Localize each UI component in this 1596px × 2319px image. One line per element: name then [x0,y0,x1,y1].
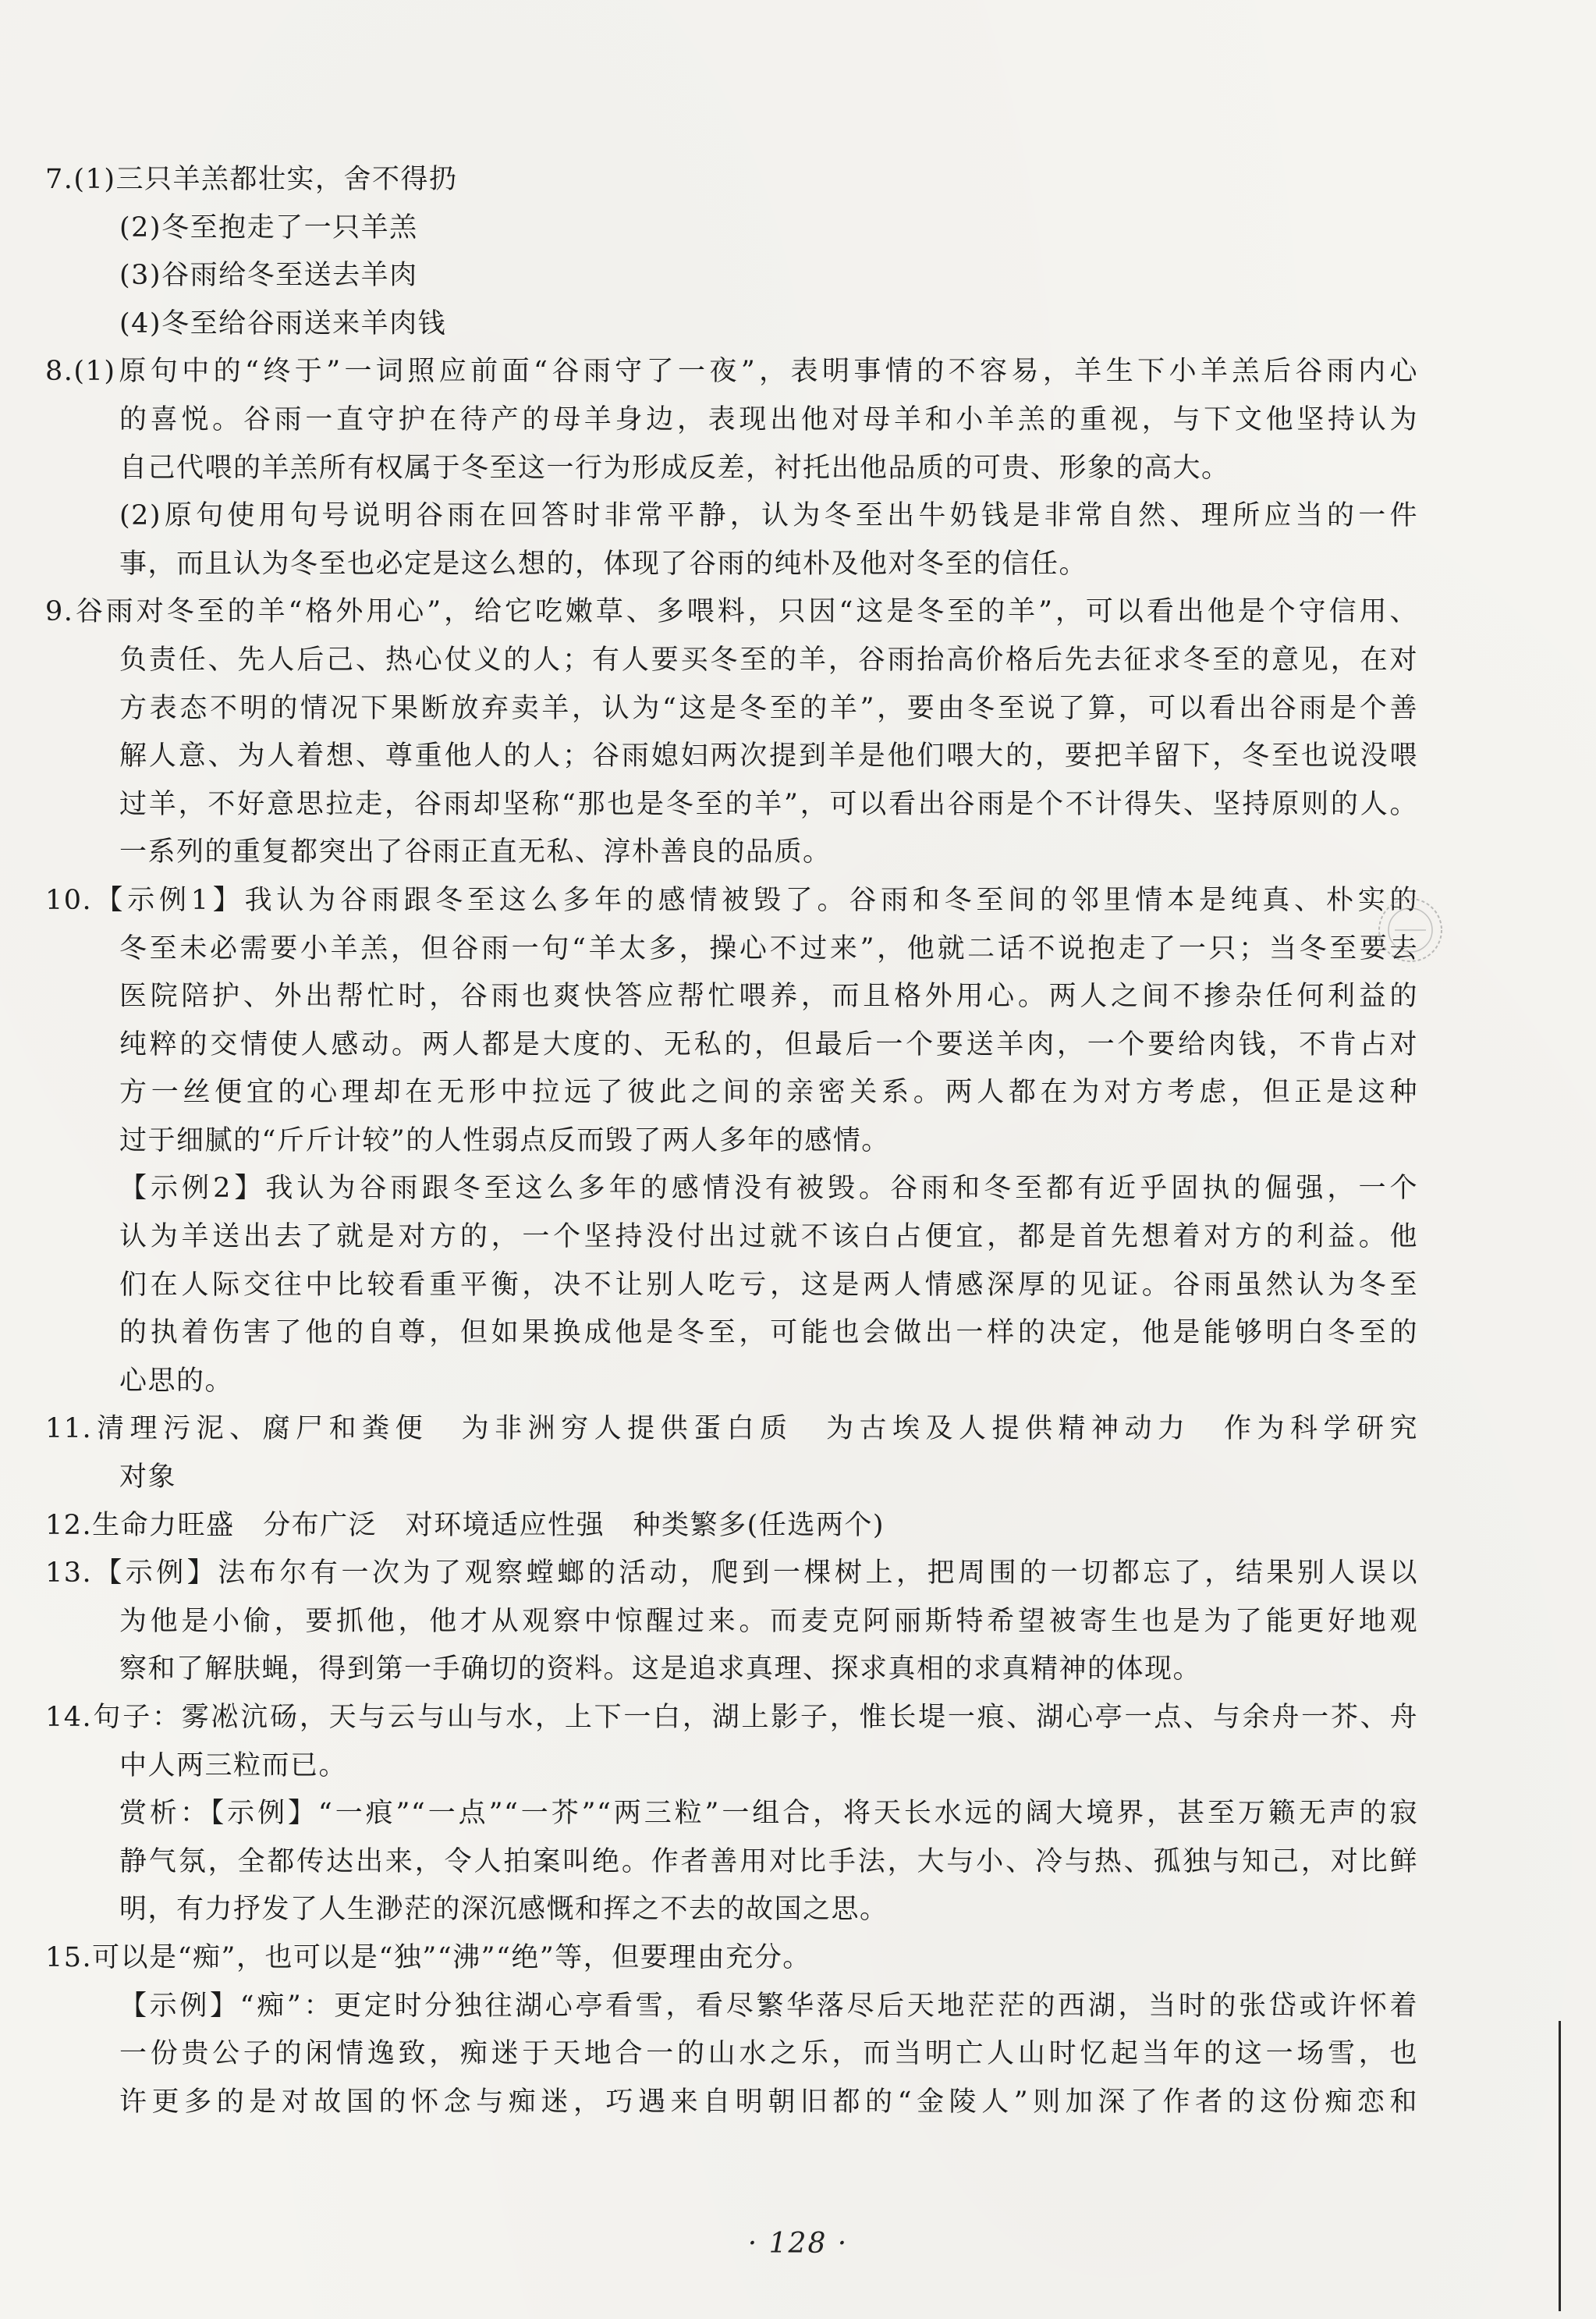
text-line: 纯粹的交情使人感动。两人都是大度的、无私的，但最后一个要送羊肉，一个要给肉钱，不肯占对 [119,1028,1418,1060]
text-line: 【示例2】我认为谷雨跟冬至这么多年的感情没有被毁。谷雨和冬至都有近乎固执的倔强，一个 [119,1173,1418,1205]
text-line: (2)冬至抱走了一只羊羔 [119,211,418,243]
text-line: 【示例】“痴”：更定时分独往湖心亭看雪，看尽繁华落尽后天地茫茫的西湖，当时的张岱或许怀着 [119,1990,1418,2022]
answer-text-block [45,156,1418,2126]
text-line: 过于细腻的“斤斤计较”的人性弱点反而毁了两人多年的感情。 [119,1124,890,1156]
text-line: (4)冬至给谷雨送来羊肉钱 [119,307,447,339]
text-line: 对象 [119,1461,177,1493]
text-line: 12.生命力旺盛 分布广泛 对环境适应性强 种类繁多(任选两个) [45,1509,885,1541]
text-line: 自己代喂的羊羔所有权属于冬至这一行为形成反差，衬托出他品质的可贵、形象的高大。 [119,452,1230,484]
text-line: 赏析：【示例】“一痕”“一点”“一芥”“两三粒”一组合，将天长水远的阔大境界，甚至万籁无声的寂 [119,1798,1418,1830]
text-line: 14.句子：雾凇沆砀，天与云与山与水，上下一白，湖上影子，惟长堤一痕、湖心亭一点、与余舟一芥、舟 [45,1702,1418,1733]
text-line: 13.【示例】法布尔有一次为了观察螳螂的活动，爬到一棵树上，把周围的一切都忘了，结果别人误以 [45,1557,1418,1589]
text-line: 为他是小偷，要抓他，他才从观察中惊醒过来。而麦克阿丽斯特希望被寄生也是为了能更好地观 [119,1605,1418,1637]
text-line: 解人意、为人着想、尊重他人的人；谷雨媳妇两次提到羊是他们喂大的，要把羊留下，冬至也说没喂 [119,740,1418,772]
scan-edge-line [1559,2021,1561,2311]
text-line: 15.可以是“痴”，也可以是“独”“沸”“绝”等，但要理由充分。 [45,1941,811,1973]
text-line: 7.(1)三只羊羔都壮实，舍不得扔 [45,164,458,195]
text-line: 医院陪护、外出帮忙时，谷雨也爽快答应帮忙喂养，而且格外用心。两人之间不掺杂任何利益的 [119,981,1418,1013]
faint-stamp-icon [1371,891,1449,969]
text-line: 11.清理污泥、腐尸和粪便 为非洲穷人提供蛋白质 为古埃及人提供精神动力 作为科学研究 [45,1413,1418,1445]
text-line: 许更多的是对故国的怀念与痴迷，巧遇来自明朝旧都的“金陵人”则加深了作者的这份痴恋和 [119,2086,1418,2118]
text-line: 明，有力抒发了人生渺茫的深沉感慨和挥之不去的故国之思。 [119,1894,888,1926]
text-line: 一系列的重复都突出了谷雨正直无私、淳朴善良的品质。 [119,836,832,868]
text-line: 心思的。 [119,1365,234,1397]
text-line: 一份贵公子的闲情逸致，痴迷于天地合一的山水之乐，而当明亡人山时忆起当年的这一场雪，也 [119,2038,1418,2070]
text-line: 察和了解肤蝇，得到第一手确切的资料。这是追求真理、探求真相的求真精神的体现。 [119,1653,1202,1685]
text-line: 负责任、先人后己、热心仗义的人；有人要买冬至的羊，谷雨抬高价格后先去征求冬至的意见，在对 [119,644,1418,676]
text-line: 静气氛，全都传达出来，令人拍案叫绝。作者善用对比手法，大与小、冷与热、孤独与知己，对比鲜 [119,1845,1418,1877]
text-line: (3)谷雨给冬至送去羊肉 [119,260,418,292]
text-line: 的喜悦。谷雨一直守护在待产的母羊身边，表现出他对母羊和小羊羔的重视，与下文他坚持认为 [119,403,1418,435]
text-line: 事，而且认为冬至也必定是这么想的，体现了谷雨的纯朴及他对冬至的信任。 [119,548,1088,580]
page-number: · 128 · [747,2228,849,2260]
text-line: 的执着伤害了他的自尊，但如果换成他是冬至，可能也会做出一样的决定，他是能够明白冬至的 [119,1317,1418,1349]
text-line: 过羊，不好意思拉走，谷雨却坚称“那也是冬至的羊”，可以看出谷雨是个不计得失、坚持原则的人。 [119,788,1418,820]
text-line: 10.【示例1】我认为谷雨跟冬至这么多年的感情被毁了。谷雨和冬至间的邻里情本是纯真、朴实的 [45,884,1418,916]
text-line: 方表态不明的情况下果断放弃卖羊，认为“这是冬至的羊”，要由冬至说了算，可以看出谷雨是个善 [119,692,1418,724]
text-line: 9.谷雨对冬至的羊“格外用心”，给它吃嫩草、多喂料，只因“这是冬至的羊”，可以看出他是个守信用、 [45,596,1418,628]
text-line: 8.(1)原句中的“终于”一词照应前面“谷雨守了一夜”，表明事情的不容易，羊生下小羊羔后谷雨内心 [45,356,1418,388]
text-line: (2)原句使用句号说明谷雨在回答时非常平静，认为冬至出牛奶钱是非常自然、理所应当的一件 [119,500,1418,532]
text-line: 认为羊送出去了就是对方的，一个坚持没付出过就不该白占便宜，都是首先想着对方的利益。他 [119,1221,1418,1253]
text-line: 方一丝便宜的心理却在无形中拉远了彼此之间的亲密关系。两人都在为对方考虑，但正是这种 [119,1077,1418,1109]
text-line: 们在人际交往中比较看重平衡，决不让别人吃亏，这是两人情感深厚的见证。谷雨虽然认为冬至 [119,1269,1418,1301]
text-line: 冬至未必需要小羊羔，但谷雨一句“羊太多，操心不过来”，他就二话不说抱走了一只；当冬至要去 [119,932,1418,964]
text-line: 中人两三粒而已。 [119,1749,348,1781]
